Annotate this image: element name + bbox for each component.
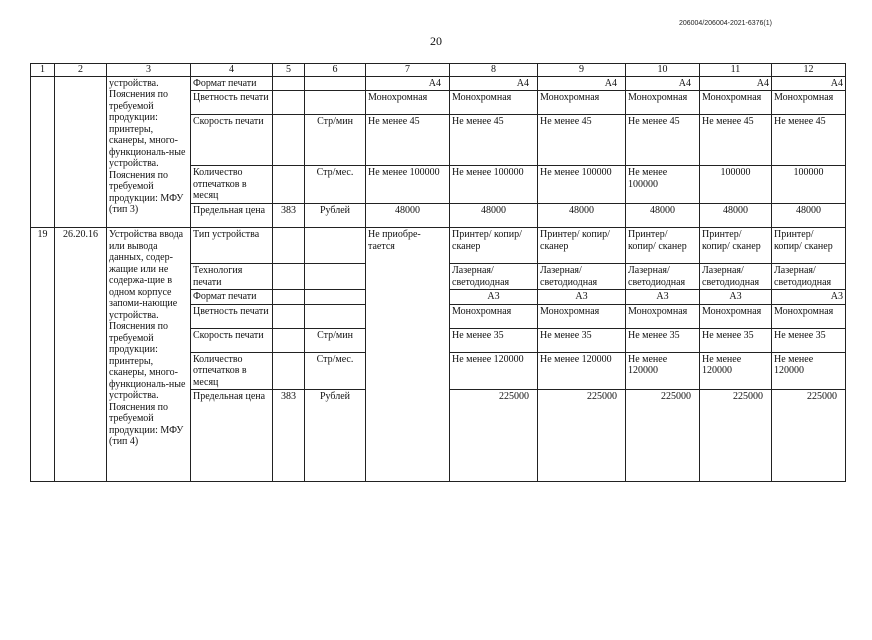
- header-cell: 6: [305, 64, 366, 77]
- value-cell: A4: [626, 76, 700, 91]
- header-cell: 8: [450, 64, 538, 77]
- value-cell: Не менее 120000: [450, 352, 538, 390]
- value-cell: Не менее 35: [450, 328, 538, 352]
- okei-code: [273, 304, 305, 328]
- okei-code: [273, 166, 305, 204]
- value-cell: Не менее 35: [626, 328, 700, 352]
- value-cell: Принтер/ копир/ сканер: [772, 228, 846, 264]
- value-cell: Не менее 120000: [700, 352, 772, 390]
- value-cell: Не менее 35: [772, 328, 846, 352]
- unit-name: Стр/мес.: [305, 166, 366, 204]
- header-cell: 11: [700, 64, 772, 77]
- specification-table: [30, 63, 846, 482]
- okei-code: [273, 115, 305, 166]
- okei-code: [273, 328, 305, 352]
- table-row: [31, 228, 846, 264]
- table-row: [31, 76, 846, 91]
- header-cell: 7: [366, 64, 450, 77]
- value-cell: A3: [450, 290, 538, 305]
- not-purchased-cell: Не приобре-тается: [366, 228, 450, 482]
- header-cell: 2: [55, 64, 107, 77]
- value-cell: Принтер/ копир/ сканер: [538, 228, 626, 264]
- okei-code: [273, 228, 305, 264]
- value-cell: Монохромная: [538, 304, 626, 328]
- okei-code: [273, 264, 305, 290]
- value-cell: Лазерная/ светодиодная: [772, 264, 846, 290]
- value-cell: A4: [366, 76, 450, 91]
- value-cell: 225000: [772, 390, 846, 482]
- unit-name: [305, 91, 366, 115]
- header-cell: 3: [107, 64, 191, 77]
- value-cell: Не менее 45: [772, 115, 846, 166]
- value-cell: Лазерная/ светодиодная: [450, 264, 538, 290]
- value-cell: A4: [700, 76, 772, 91]
- value-cell: A4: [450, 76, 538, 91]
- okpd-code-cell: [55, 76, 107, 228]
- value-cell: 48000: [538, 204, 626, 228]
- characteristic-name: Формат печати: [191, 76, 273, 91]
- value-cell: 225000: [626, 390, 700, 482]
- header-cell: 1: [31, 64, 55, 77]
- unit-name: Стр/мин: [305, 328, 366, 352]
- characteristic-name: Формат печати: [191, 290, 273, 305]
- value-cell: Лазерная/ светодиодная: [626, 264, 700, 290]
- characteristic-name: Цветность печати: [191, 304, 273, 328]
- value-cell: Не менее 120000: [626, 352, 700, 390]
- value-cell: Не менее 100000: [450, 166, 538, 204]
- value-cell: A3: [538, 290, 626, 305]
- unit-name: [305, 304, 366, 328]
- unit-name: Стр/мес.: [305, 352, 366, 390]
- value-cell: Не менее 100000: [366, 166, 450, 204]
- value-cell: 225000: [450, 390, 538, 482]
- header-cell: 5: [273, 64, 305, 77]
- value-cell: Не менее 45: [366, 115, 450, 166]
- value-cell: A3: [700, 290, 772, 305]
- characteristic-name: Скорость печати: [191, 328, 273, 352]
- product-description: Устройства ввода или вывода данных, содер-жащие или не содержа-щие в одном корпусе запоми-нающие устройства. Пояснения по требуемой продукции: принтеры, сканеры, много-функциональ-ные устройства. Пояснения по требуемой продукции: МФУ (тип 4): [107, 228, 191, 482]
- unit-name: [305, 264, 366, 290]
- value-cell: Монохромная: [700, 304, 772, 328]
- value-cell: Не менее 35: [700, 328, 772, 352]
- value-cell: Принтер/ копир/ сканер: [626, 228, 700, 264]
- value-cell: Монохромная: [626, 91, 700, 115]
- value-cell: Монохромная: [538, 91, 626, 115]
- value-cell: Не менее 100000: [538, 166, 626, 204]
- value-cell: A3: [772, 290, 846, 305]
- header-cell: 10: [626, 64, 700, 77]
- value-cell: A3: [626, 290, 700, 305]
- unit-name: [305, 290, 366, 305]
- value-cell: Монохромная: [450, 91, 538, 115]
- value-cell: Монохромная: [450, 304, 538, 328]
- value-cell: Не менее 45: [538, 115, 626, 166]
- value-cell: Монохромная: [772, 304, 846, 328]
- okei-code: 383: [273, 390, 305, 482]
- unit-name: [305, 228, 366, 264]
- header-cell: 4: [191, 64, 273, 77]
- okpd-code-cell: 26.20.16: [55, 228, 107, 482]
- unit-name: Рублей: [305, 204, 366, 228]
- characteristic-name: Предельная цена: [191, 390, 273, 482]
- characteristic-name: Количество отпечатков в месяц: [191, 352, 273, 390]
- value-cell: A4: [538, 76, 626, 91]
- value-cell: 48000: [626, 204, 700, 228]
- value-cell: 100000: [700, 166, 772, 204]
- characteristic-name: Количество отпечатков в месяц: [191, 166, 273, 204]
- value-cell: A4: [772, 76, 846, 91]
- header-cell: 12: [772, 64, 846, 77]
- value-cell: Монохромная: [772, 91, 846, 115]
- product-description: устройства. Пояснения по требуемой продукции: принтеры, сканеры, много-функциональ-ные устройства. Пояснения по требуемой продукции: МФУ (тип 3): [107, 76, 191, 228]
- value-cell: Не менее 35: [538, 328, 626, 352]
- value-cell: Не менее 45: [700, 115, 772, 166]
- value-cell: 48000: [366, 204, 450, 228]
- value-cell: 48000: [772, 204, 846, 228]
- value-cell: Не менее 120000: [772, 352, 846, 390]
- page-number: 20: [430, 34, 442, 48]
- okei-code: [273, 76, 305, 91]
- value-cell: Не менее 45: [626, 115, 700, 166]
- unit-name: [305, 76, 366, 91]
- value-cell: Не менее 100000: [626, 166, 700, 204]
- okei-code: [273, 91, 305, 115]
- unit-name: Стр/мин: [305, 115, 366, 166]
- value-cell: 225000: [700, 390, 772, 482]
- characteristic-name: Предельная цена: [191, 204, 273, 228]
- unit-name: Рублей: [305, 390, 366, 482]
- value-cell: Монохромная: [366, 91, 450, 115]
- value-cell: 100000: [772, 166, 846, 204]
- characteristic-name: Тип устройства: [191, 228, 273, 264]
- characteristic-name: Технология печати: [191, 264, 273, 290]
- characteristic-name: Цветность печати: [191, 91, 273, 115]
- row-number-cell: [31, 76, 55, 228]
- value-cell: Монохромная: [700, 91, 772, 115]
- value-cell: 48000: [450, 204, 538, 228]
- value-cell: Лазерная/ светодиодная: [700, 264, 772, 290]
- value-cell: 48000: [700, 204, 772, 228]
- value-cell: Монохромная: [626, 304, 700, 328]
- okei-code: [273, 290, 305, 305]
- value-cell: Принтер/ копир/ сканер: [450, 228, 538, 264]
- value-cell: Лазерная/ светодиодная: [538, 264, 626, 290]
- header-cell: 9: [538, 64, 626, 77]
- document-id: 206004/206004-2021-6376(1): [678, 20, 772, 27]
- table-header-row: [31, 64, 846, 77]
- okei-code: [273, 352, 305, 390]
- value-cell: 225000: [538, 390, 626, 482]
- value-cell: Не менее 120000: [538, 352, 626, 390]
- row-number-cell: 19: [31, 228, 55, 482]
- characteristic-name: Скорость печати: [191, 115, 273, 166]
- okei-code: 383: [273, 204, 305, 228]
- value-cell: Не менее 45: [450, 115, 538, 166]
- value-cell: Принтер/ копир/ сканер: [700, 228, 772, 264]
